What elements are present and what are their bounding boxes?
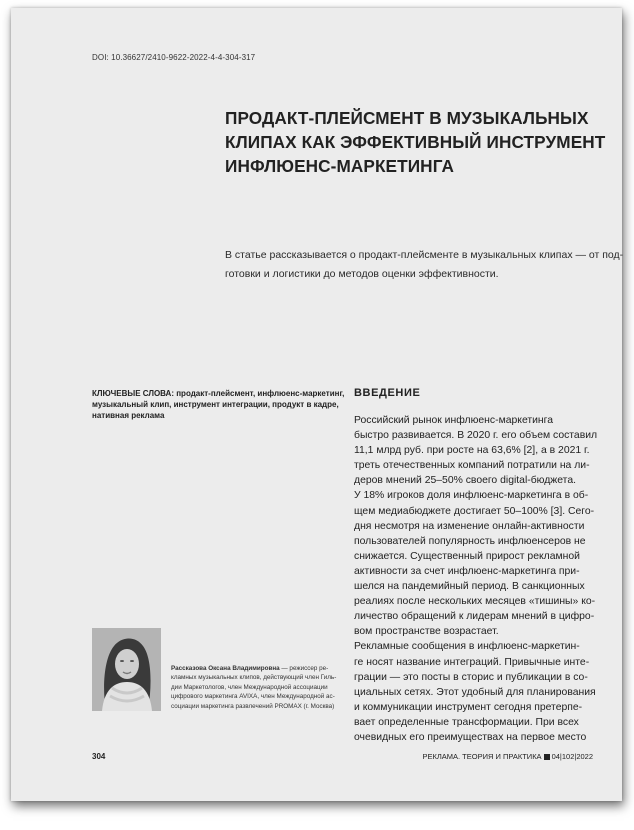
body-line: и коммуникации инструмент сегодня претерпе- bbox=[354, 701, 583, 713]
body-line: пользователей популярность инфлюенсеров не bbox=[354, 535, 586, 547]
article-title bbox=[225, 106, 605, 178]
body-line: вом пространстве возрастает. bbox=[354, 626, 499, 638]
body-line: щем медиабюджете достигает 50–100% [3]. Сего- bbox=[354, 505, 595, 517]
author-bio-lead: — режиссер ре- bbox=[279, 665, 329, 672]
body-line: грации — это посты в сторис и публикации в со- bbox=[354, 671, 588, 683]
body-line: дня несмотря на изменение онлайн-активности bbox=[354, 520, 585, 532]
body-line: быстро развивается. В 2020 г. его объем составил bbox=[354, 430, 598, 442]
title-line: ИНФЛЮЕНС-МАРКЕТИНГА bbox=[225, 156, 454, 176]
body-line: 11,1 млрд руб. при росте на 63,6% [2], а в 2021 г. bbox=[354, 445, 590, 457]
body-line: У 18% игроков доля инфлюенс-маркетинга в об- bbox=[354, 490, 589, 502]
article-abstract bbox=[225, 246, 624, 284]
square-separator-icon bbox=[544, 754, 550, 760]
page-number: 304 bbox=[92, 752, 106, 761]
keywords-line: нативная реклама bbox=[92, 411, 165, 420]
body-line: деров мнений 25–50% своего digital-бюджета. bbox=[354, 475, 576, 487]
section-heading: ВВЕДЕНИЕ bbox=[354, 387, 421, 399]
abstract-line: готовки и логистики до методов оценки эффективности. bbox=[225, 268, 499, 280]
author-bio-line: цифрового маркетинга AVIXA, член Международной ас- bbox=[171, 693, 335, 701]
author-bio-line: дии Маркетологов, член Международной ассоциации bbox=[171, 683, 328, 691]
keywords-block bbox=[92, 388, 345, 421]
journal-name: РЕКЛАМА. ТЕОРИЯ И ПРАКТИКА bbox=[422, 752, 542, 761]
body-line: ге носят название интеграций. Привычные инте- bbox=[354, 656, 590, 668]
body-line: Рекламные сообщения в инфлюенс-маркетин- bbox=[354, 641, 580, 653]
journal-issue: 04|102|2022 bbox=[551, 752, 593, 761]
body-line: очевидных его преимуществах на первое место bbox=[354, 731, 587, 743]
doi-label: DOI: 10.36627/2410-9622-2022-4-4-304-317 bbox=[92, 53, 256, 62]
body-line: снижается. Существенный прирост рекламной bbox=[354, 550, 580, 562]
abstract-line: В статье рассказывается о продакт-плейсменте в музыкальных клипах — от под- bbox=[225, 249, 624, 261]
author-bio-line: социации маркетинга развлечений PROMAX (г. Москва) bbox=[171, 702, 335, 710]
title-line: ПРОДАКТ-ПЛЕЙСМЕНТ В МУЗЫКАЛЬНЫХ bbox=[225, 108, 589, 128]
body-line: шелся на пандемийный период. В санкционных bbox=[354, 581, 585, 593]
journal-footer bbox=[422, 752, 593, 761]
author-bio bbox=[171, 664, 341, 711]
body-line: активности за счет инфлюенс-маркетинга при- bbox=[354, 565, 580, 577]
body-line: личество обращений к лидерам мнений в цифро- bbox=[354, 611, 595, 623]
body-line: циальных сетях. Этот удобный для планирования bbox=[354, 686, 596, 698]
body-line: Российский рынок инфлюенс-маркетинга bbox=[354, 415, 554, 426]
journal-page bbox=[11, 8, 622, 801]
body-text bbox=[354, 413, 598, 745]
body-line: треть отечественных компаний потратили на ли- bbox=[354, 460, 590, 472]
author-bio-line: кламных музыкальных клипов, действующий член Гиль- bbox=[171, 674, 337, 682]
keywords-line: КЛЮЧЕВЫЕ СЛОВА: продакт-плейсмент, инфлюенс-маркетинг, bbox=[92, 389, 345, 398]
author-name: Рассказова Оксана Владимировна bbox=[171, 665, 280, 672]
keywords-line: музыкальный клип, инструмент интеграции, продукт в кадре, bbox=[92, 400, 339, 409]
body-line: вает определенные трансформации. При всех bbox=[354, 716, 579, 728]
body-line: реалиях после нескольких месяцев «тишины» ко- bbox=[354, 596, 596, 608]
author-bio-first-line bbox=[171, 664, 341, 673]
author-photo bbox=[92, 628, 161, 711]
title-line: КЛИПАХ КАК ЭФФЕКТИВНЫЙ ИНСТРУМЕНТ bbox=[225, 132, 606, 152]
